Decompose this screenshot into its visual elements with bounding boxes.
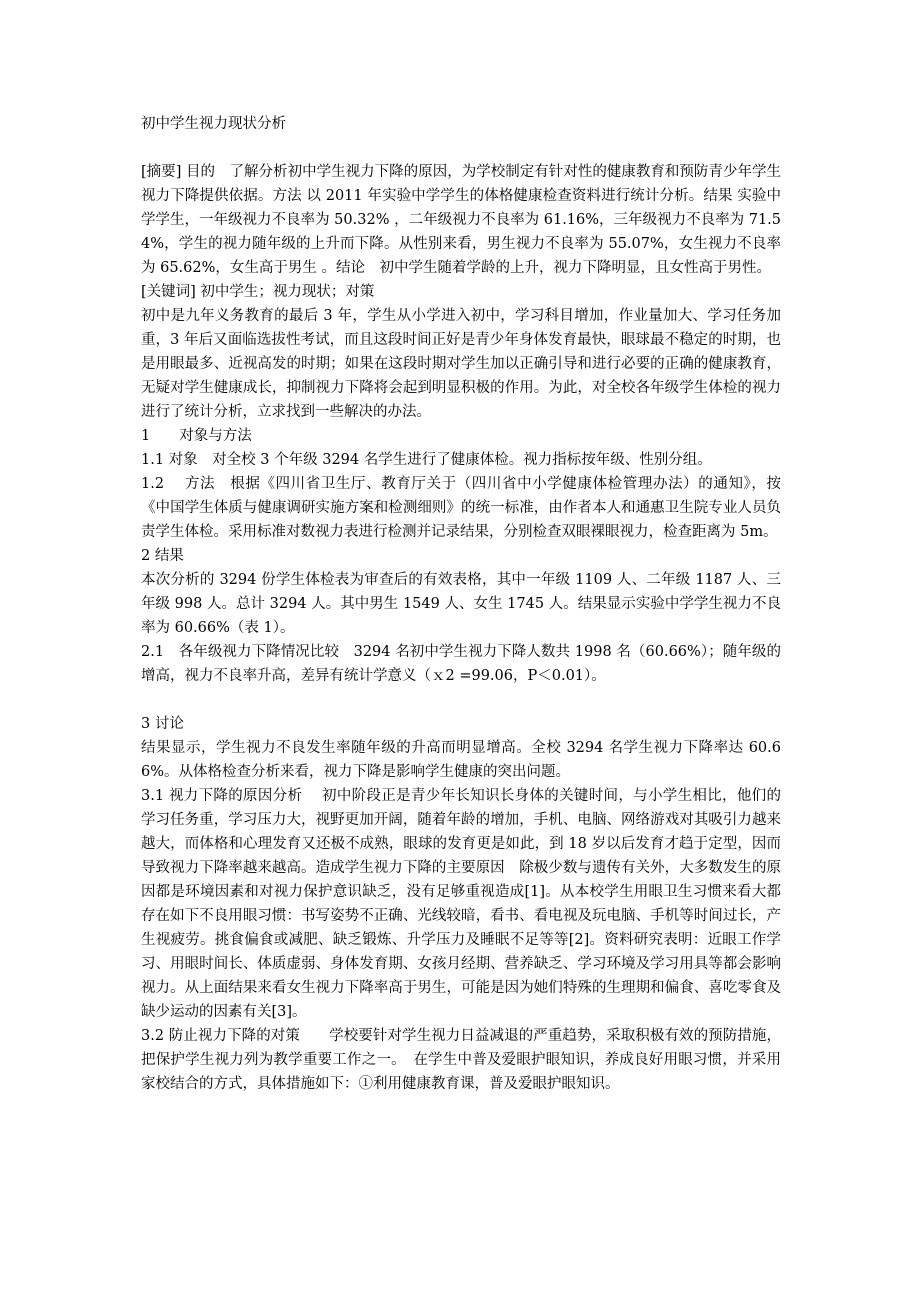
document-body <box>141 112 781 1096</box>
section-3-paragraph: 结果显示，学生视力不良发生率随年级的升高而明显增高。全校 3294 名学生视力下降率达 60.66%。从体格检查分析来看，视力下降是影响学生健康的突出问题。 <box>141 740 781 780</box>
section-3-2-paragraph: 3.2 防止视力下降的对策 学校要针对学生视力日益减退的严重趋势，采取积极有效的预防措施，把保护学生视力列为教学重要工作之一。 在学生中普及爱眼护眼知识，养成良好用眼习惯，并采用家校结合的方式，具体措施如下：①利用健康教育课，普及爱眼护眼知识。 <box>141 1028 781 1092</box>
page-title: 初中学生视力现状分析 <box>141 116 286 132</box>
section-2-paragraph: 本次分析的 3294 份学生体检表为审查后的有效表格，其中一年级 1109 人、二年级 1187 人、三年级 998 人。总计 3294 人。其中男生 1549 人、女生 1745 人。结果显示实验中学学生视力不良率为 60.66%（表 1）。 <box>141 572 781 636</box>
keywords-line: [关键词] 初中学生；视力现状；对策 <box>141 284 375 300</box>
section-1-1-paragraph: 1.1 对象 对全校 3 个年级 3294 名学生进行了健康体检。视力指标按年级、性别分组。 <box>141 452 712 468</box>
abstract-paragraph: [摘要] 目的 了解分析初中学生视力下降的原因，为学校制定有针对性的健康教育和预防青少年学生视力下降提供依据。方法 以 2011 年实验中学学生的体格健康检查资料进行统计分析。结果 实验中学学生，一年级视力不良率为 50.32% ，二年级视力不良率为 61.16%，三年级视力不良率为 71.54%，学生的视力随年级的上升而下降。从性别来看，男生视力不良率为 55.07%，女生视力不良率为 65.62%，女生高于男生 。结论 初中学生随着学龄的上升，视力下降明显，且女性高于男性。 <box>141 164 781 276</box>
section-2-heading: 2 结果 <box>141 548 184 564</box>
section-1-2-paragraph: 1.2 方法 根据《四川省卫生厅、教育厅关于（四川省中小学健康体检管理办法）的通知》，按《中国学生体质与健康调研实施方案和检测细则》的统一标准，由作者本人和通惠卫生院专业人员负责学生体检。采用标准对数视力表进行检测并记录结果，分别检查双眼裸眼视力，检查距离为 5m。 <box>141 476 781 540</box>
section-3-1-paragraph: 3.1 视力下降的原因分析 初中阶段正是青少年长知识长身体的关键时间，与小学生相比，他们的学习任务重，学习压力大，视野更加开阔，随着年龄的增加，手机、电脑、网络游戏对其吸引力越来越大，而体格和心理发育又还极不成熟，眼球的发育更是如此，到 18 岁以后发育才趋于定型，因而导致视力下降率越来越高。造成学生视力下降的主要原因 除极少数与遗传有关外，大多数发生的原因都是环境因素和对视力保护意识缺乏，没有足够重视造成[1]。从本校学生用眼卫生习惯来看大都存在如下不良用眼习惯：书写姿势不正确、光线较暗，看书、看电视及玩电脑、手机等时间过长，产生视疲劳。挑食偏食或减肥、缺乏锻炼、升学压力及睡眠不足等等[2]。资料研究表明：近眼工作学习、用眼时间长、体质虚弱、身体发育期、女孩月经期、营养缺乏、学习环境及学习用具等都会影响视力。从上面结果来看女生视力下降率高于男生，可能是因为她们特殊的生理期和偏食、喜吃零食及缺少运动的因素有关[3]。 <box>141 788 781 1020</box>
section-2-1-paragraph: 2.1 各年级视力下降情况比较 3294 名初中学生视力下降人数共 1998 名（60.66%）；随年级的增高，视力不良率升高，差异有统计学意义（ｘ2 =99.06，P＜0.01）。 <box>141 644 781 684</box>
section-3-heading: 3 讨论 <box>141 716 184 732</box>
section-1-heading: 1 对象与方法 <box>141 428 252 444</box>
intro-paragraph: 初中是九年义务教育的最后 3 年，学生从小学进入初中，学习科目增加，作业量加大、学习任务加重，3 年后又面临选拔性考试，而且这段时间正好是青少年身体发育最快，眼球最不稳定的时期，也是用眼最多、近视高发的时期；如果在这段时期对学生加以正确引导和进行必要的正确的健康教育，无疑对学生健康成长，抑制视力下降将会起到明显积极的作用。为此，对全校各年级学生体检的视力进行了统计分析，立求找到一些解决的办法。 <box>141 308 781 420</box>
